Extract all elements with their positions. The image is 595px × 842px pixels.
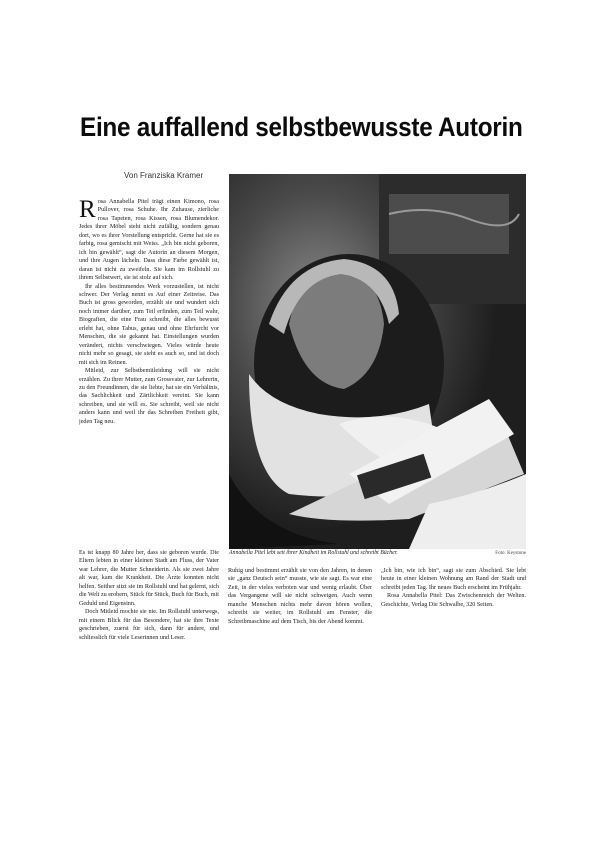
paragraph: Es ist knapp 80 Jahre her, dass sie geboren wurde. Die Eltern lebten in einer kleinen Stadt am Fluss, der Vater war Lehrer, die Mutter Schneiderin. Als sie zwei Jahre alt war, kam die Krankheit. Die Ärzte konnten nicht helfen. Seither sitzt sie im Rollstuhl und hat gelernt, sich die Welt zu erobern, Stück für Stück, Buch für Buch, mit Geduld und Eigensinn. — [79, 550, 219, 607]
article-photo — [229, 174, 526, 549]
paragraph: Ihr alles bestimmendes Werk vorzustellen, ist nicht schwer. Der Verlag nennt es Auf einer Zeitreise. Das Buch ist gross geworden, erzählt sie und wundert sich noch immer darüber, zum Teil erfinden, zum Teil wahr, Biografien, die eine Frau schreibt, die alles bewusst erlebt hat, ohne Tabus, genau und ohne Ehrfurcht vor Menschen, die sie gekannt hat. Einstellungen wurden verändert, nichts verschwiegen. Vieles würde heute nicht mehr so gesagt, sie sieht es auch so, und ist doch mit sich im Reinen. — [79, 283, 219, 366]
paragraph: Doch Mitleid mochte sie nie. Im Rollstuhl unterwegs, mit einem Blick für das Besondere, hat sie ihre Texte geschrieben, zuerst für sich, dann für andere, und schliesslich für viele Leserinnen und Leser. — [79, 609, 219, 641]
article-column-1-lower — [79, 549, 219, 652]
article-column-3 — [381, 567, 526, 622]
byline: Von Franziska Kramer — [124, 171, 204, 180]
photo-caption — [229, 550, 526, 557]
paragraph: Rosa Annabella Pitel trägt einen Kimono, rosa Pullover, rosa Schuhe. Ihr Zuhause, zierliche rosa Tapeten, rosa Kissen, rosa Blumendekor. Jedes ihrer Möbel steht nicht zufällig, sondern genau dort, wo es ihrer Vorstellung entspricht. Gerne hat sie es farbig, rosa gemischt mit Weiss. „Ich bin nicht geboren, ich bin gewählt“, sagt die Autorin an diesem Morgen, und ihre Augen lächeln. Dass diese Farbe gewählt ist, daran ist nicht zu zweifeln. Sie kam im Rollstuhl zu ihrem Selbstwert, sie ist stolz auf sich. — [79, 198, 219, 282]
photo-illustration — [229, 174, 526, 549]
paragraph: „Ich bin, wie ich bin“, sagt sie zum Abschied. Sie lebt heute in einer kleinen Wohnung am Rand der Stadt und schreibt jeden Tag. Ihr neues Buch erscheint im Frühjahr. — [381, 568, 526, 591]
drop-cap: R — [79, 198, 96, 223]
paragraph: Mitleid, zur Selbstbemitleidung will sie nicht erzählen. Zu ihrer Mutter, zum Grossvater, zur Lehrerin, zu den Freundinnen, die sie liebte, hat sie ein Verhältnis, das Sachlichkeit und Zärtlichkeit vereint. Sie kann schreiben, und sie will es. Sie schreibt, weil sie nicht anders kann und weil ihr das Schreiben Freiheit gibt, jeden Tag neu. — [79, 368, 219, 425]
article-column-1 — [79, 198, 219, 546]
caption-text: Annabella Pitel lebt seit ihrer Kindheit im Rollstuhl und schreibt Bücher. — [229, 550, 398, 556]
headline: Eine auffallend selbstbewusste Autorin — [80, 112, 523, 142]
article-column-2 — [228, 567, 372, 652]
photo-credit: Foto: Keystone — [495, 551, 526, 556]
paragraph: Ruhig und bestimmt erzählt sie von den Jahren, in denen sie „ganz Deutsch sein“ musste, wie sie sagt. Es war eine Zeit, in der vieles verboten war und wenig erlaubt. Über das Vergangene will sie nicht schweigen. Auch wenn manche Menschen nichts mehr davon hören wollen, schreibt sie weiter, im Rollstuhl am Fenster, die Schreibmaschine auf dem Tisch, bis der Abend kommt. — [228, 568, 372, 625]
book-info: Rosa Annabella Pitel: Das Zwischenreich der Welten. Geschichte, Verlag Die Schwalbe, 320 Seiten. — [381, 593, 526, 608]
